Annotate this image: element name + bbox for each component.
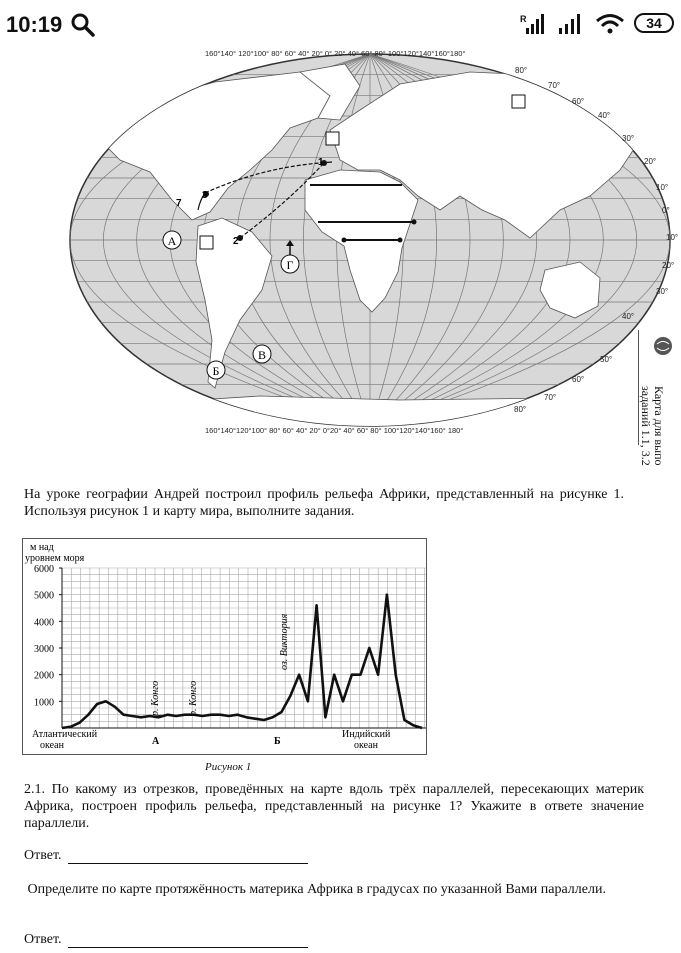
square-marker-asia: [512, 95, 525, 108]
antarctica: [120, 396, 640, 430]
y-tick-label: 2000: [34, 670, 54, 682]
latitude-label: 0°: [662, 206, 670, 215]
marker-7: 7: [176, 198, 182, 209]
svg-text:А: А: [167, 234, 177, 248]
latitude-label: 20°: [662, 261, 675, 270]
latitude-label: 70°: [544, 393, 557, 402]
right-ocean-label: Индийский океан: [342, 729, 391, 751]
left-ocean-label: Атлантический океан: [32, 729, 98, 751]
marker-2: 2: [233, 236, 239, 247]
latitude-label: 10°: [656, 183, 669, 192]
latitude-label: 30°: [656, 287, 669, 296]
side-label-text: Карта для выпо заданий 1.1, 3.2: [639, 386, 666, 466]
ann-congo-1: р. Конго: [150, 680, 161, 716]
signal-icon: [520, 14, 548, 34]
marker-a: [163, 231, 181, 249]
y-tick-label: 4000: [34, 617, 54, 629]
x-mark-a: А: [152, 736, 160, 747]
sim-roaming-label: R: [520, 14, 527, 24]
x-mark-b: Б: [274, 736, 281, 747]
answer-field-1[interactable]: [68, 849, 308, 864]
marker-b: [207, 361, 225, 379]
search-icon[interactable]: [70, 12, 96, 38]
chart-frame: [23, 539, 427, 755]
svg-text:Б: Б: [212, 364, 220, 378]
latitude-label: 80°: [515, 66, 528, 75]
question-1: 2.1. По какому из отрезков, проведённых на карте вдоль трёх параллелей, пересекающих материк Африка, построен профиль рельефа, представленный на рисунке 1? Укажите в ответе значение параллели.: [24, 782, 644, 831]
status-bar: [0, 0, 681, 48]
figure-caption: Рисунок 1: [205, 761, 252, 773]
svg-text:В: В: [257, 348, 267, 362]
ann-congo-2: р. Конго: [188, 680, 199, 716]
answer-row-2: [24, 932, 308, 948]
y-axis-label: м над уровнем моря: [25, 542, 85, 564]
latitude-label: 40°: [598, 111, 611, 120]
world-map: [0, 44, 681, 444]
marker-3: 3: [202, 190, 208, 201]
marker-g: [281, 255, 299, 273]
top-degree-scale: 160°140° 120°100° 80° 60° 40° 20° 0° 20° 40° 60° 80° 100°120°140°160°180°: [205, 49, 466, 58]
latitude-label: 20°: [644, 157, 657, 166]
bottom-degree-scale: 160°140°120°100° 80° 60° 40° 20° 0°20° 40° 60° 80° 100°120°140°160° 180°: [205, 426, 464, 435]
latitude-label: 50°: [600, 355, 613, 364]
y-tick-label: 6000: [34, 564, 54, 575]
latitude-label: 40°: [622, 312, 635, 321]
marker-1: 1: [318, 157, 324, 168]
latitude-label: 60°: [572, 97, 585, 106]
answer-row-1: [24, 848, 308, 864]
latitude-label: 60°: [572, 375, 585, 384]
wifi-icon: [595, 13, 625, 35]
answer-label: Ответ.: [24, 932, 62, 947]
svg-text:Г: Г: [286, 258, 294, 272]
globe-logo: [653, 336, 673, 356]
elevation-profile-chart: [22, 538, 428, 758]
answer-field-2[interactable]: [68, 933, 308, 948]
latitude-label: 80°: [514, 405, 527, 414]
battery-icon: 34: [634, 13, 674, 33]
answer-label: Ответ.: [24, 848, 62, 863]
square-marker-sa: [200, 236, 213, 249]
latitude-label: 70°: [548, 81, 561, 90]
latitude-label: 10°: [666, 233, 679, 242]
y-tick-label: 3000: [34, 644, 54, 655]
map-side-label: [638, 330, 681, 466]
y-tick-label: 5000: [34, 590, 54, 602]
clock: 10:19: [6, 12, 63, 37]
marker-v: [253, 345, 271, 363]
question-2: Определите по карте протяжённость материка Африка в градусах по указанной Вами параллели.: [27, 882, 606, 897]
square-marker-eu: [326, 132, 339, 145]
intro-text: На уроке географии Андрей построил профиль рельефа Африки, представленный на рисунке 1. Используя рисунок 1 и карту мира, выполните задания.: [24, 487, 624, 519]
ann-victoria: оз. Виктория: [279, 613, 290, 670]
y-tick-label: 1000: [34, 697, 54, 709]
signal-icon-2: [557, 14, 585, 34]
latitude-label: 30°: [622, 134, 635, 143]
